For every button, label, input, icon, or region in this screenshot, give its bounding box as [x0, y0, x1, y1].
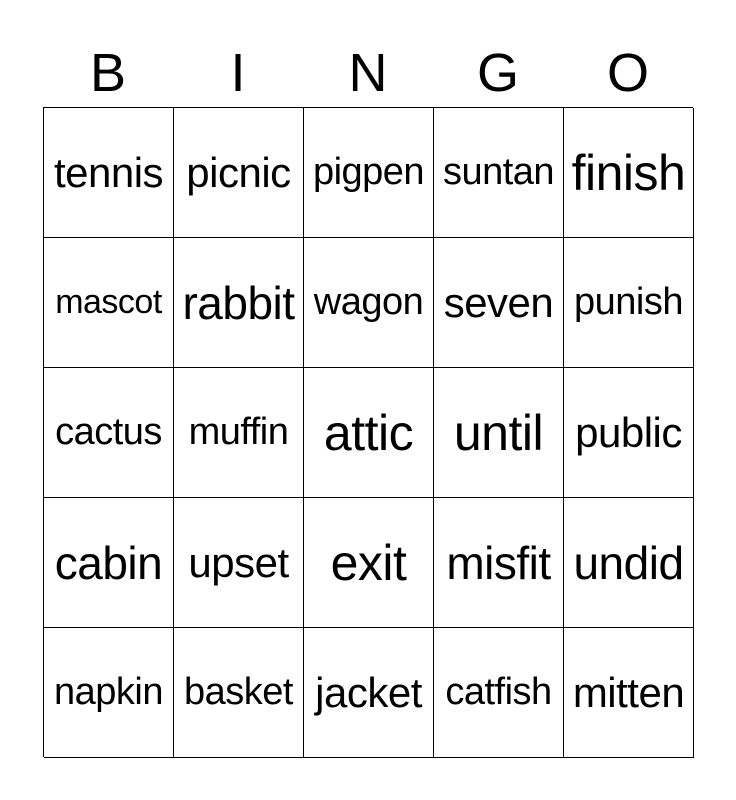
bingo-cell[interactable]: punish: [564, 238, 694, 368]
header-letter-g: G: [476, 43, 519, 103]
bingo-cell[interactable]: undid: [564, 498, 694, 628]
bingo-cell[interactable]: upset: [174, 498, 304, 628]
bingo-cell[interactable]: misfit: [434, 498, 564, 628]
bingo-cell[interactable]: attic: [304, 368, 434, 498]
bingo-cell[interactable]: mitten: [564, 628, 694, 758]
header-letter-o: O: [606, 43, 649, 103]
bingo-cell[interactable]: picnic: [174, 108, 304, 238]
bingo-cell[interactable]: muffin: [174, 368, 304, 498]
bingo-cell[interactable]: pigpen: [304, 108, 434, 238]
header-letter-n: N: [348, 43, 388, 103]
bingo-cell[interactable]: seven: [434, 238, 564, 368]
bingo-cell[interactable]: wagon: [304, 238, 434, 368]
bingo-cell[interactable]: mascot: [44, 238, 174, 368]
bingo-cell[interactable]: jacket: [304, 628, 434, 758]
bingo-cell[interactable]: napkin: [44, 628, 174, 758]
bingo-header: [43, 40, 693, 106]
bingo-board: [43, 107, 693, 757]
header-letter-b: B: [89, 43, 127, 103]
bingo-cell[interactable]: public: [564, 368, 694, 498]
bingo-cell[interactable]: cactus: [44, 368, 174, 498]
bingo-cell[interactable]: until: [434, 368, 564, 498]
bingo-cell[interactable]: basket: [174, 628, 304, 758]
bingo-cell[interactable]: catfish: [434, 628, 564, 758]
bingo-cell[interactable]: cabin: [44, 498, 174, 628]
bingo-cell[interactable]: tennis: [44, 108, 174, 238]
bingo-cell[interactable]: finish: [564, 108, 694, 238]
bingo-cell[interactable]: suntan: [434, 108, 564, 238]
header-letter-i: I: [230, 43, 246, 103]
bingo-cell[interactable]: rabbit: [174, 238, 304, 368]
bingo-cell[interactable]: exit: [304, 498, 434, 628]
